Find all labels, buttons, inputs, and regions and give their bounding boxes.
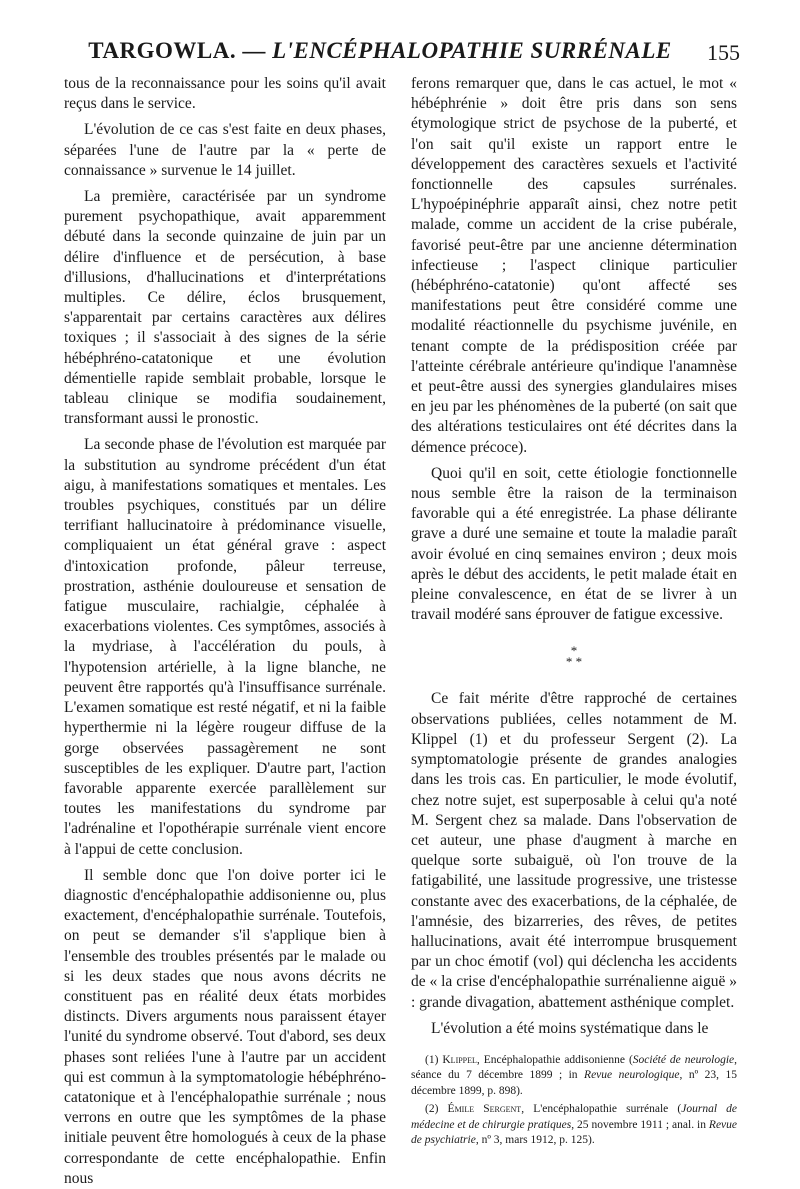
page-number: 155 <box>707 40 740 65</box>
paragraph: L'évolution de ce cas s'est faite en deux phases, séparées l'une de l'autre par la « perte de connaissance » survenue le 14 juillet. <box>64 121 386 179</box>
paragraph: Ce fait mérite d'être rapproché de certaines observations publiées, celles notamment de M. Klippel (1) et du professeur Sergent (2). La symptomatologie présente de grandes analogies dans les trois cas. En particulier, le mode évolutif, chez notre sujet, est superposable à celui qu'a noté M. Sergent chez sa malade. Dans l'observation de cet auteur, une phase d'augment à marche en quelque sorte subaiguë, où l'on trouve de la fatigabilité, une lassitude progressive, une tristesse constante avec des exacerbations, de la céphalée, de l'amnésie, des bizarreries, des rêves, de petites hallucinations, avait été interrompue brusquement par un choc émotif (vol) qui déclencha les accidents de « la crise d'encéphalopathie surrénalienne aiguë » : grande divagation, abattement asthénique complet. <box>411 690 737 1011</box>
running-title <box>60 38 700 64</box>
paragraph: L'évolution a été moins systématique dans le <box>431 1019 709 1037</box>
footnotes <box>411 1053 737 1149</box>
paragraph: La première, caractérisée par un syndrome purement psychopathique, avait apparemment débuté dans la seconde quinzaine de juin par un délire d'influence et de persécution, à base d'illusions, d'hallucinations et d'interprétations multiples. Ce délire, éclos brusquement, s'apparentait par certains caractères aux délires toxiques ; il s'associait à des signes de la série hébéphréno-catatonique et une évolution démentielle rapide semblait probable, lorsque le tableau clinique se modifia soudainement, transformant aussi le pronostic. <box>64 188 386 428</box>
paragraph: La seconde phase de l'évolution est marquée par la substitution au syndrome précédent d'un état aigu, à manifestations somatiques et mentales. Les troubles psychiques, constitués par un délire terrifiant hallucinatoire à prédominance visuelle, compliquaient un état général grave : aspect d'intoxication profonde, pâleur terreuse, prostration, asthénie douloureuse et sensation de fatigue musculaire, rachialgie, céphalée à exacerbations violentes. Ces symptômes, associés à la mydriase, à l'accélération du pouls, à l'hypotension artérielle, à la ligne blanche, ne peuvent être rapportés qu'à l'insuffisance surrénale. L'examen somatique est resté négatif, et ni la faible hyperthermie ni la légère rougeur diffuse de la gorge observées passagèrement ne sont susceptibles de les expliquer. D'autre part, l'action favorable apparente exercée parallèlement sur toutes les manifestations du syndrome par l'adrénaline et l'opothérapie surrénale vient encore à l'appui de cette conclusion. <box>64 436 386 858</box>
header-article-title: L'ENCÉPHALOPATHIE SURRÉNALE <box>272 38 672 63</box>
footnote-1: (1) Klippel, Encéphalopathie addisonienne (Société de neurologie, séance du 7 décembre 1899 ; in Revue neurologique, nº 23, 15 décembre 1899, p. 898). <box>411 1053 738 1097</box>
asterism-top: * <box>570 643 578 659</box>
footnote-2: (2) Émile Sergent, L'encéphalopathie surrénale (Journal de médecine et de chirurgie pratiques, 25 novembre 1911 ; anal. in Revue de psychiatrie, nº 3, mars 1912, p. 125). <box>411 1103 738 1147</box>
asterism-bottom: * * <box>565 654 583 670</box>
section-separator <box>411 643 737 670</box>
right-column <box>411 74 737 1152</box>
paragraph: Quoi qu'il en soit, cette étiologie fonctionnelle nous semble être la raison de la terminaison favorable qui a été enregistrée. La phase délirante grave a duré une semaine et toute la maladie paraît avoir évolué en cinq semaines environ ; deux mois après le début des accidents, le petit malade était en pleine convalescence, en état de se livrer à un travail modéré sans éprouver de fatigue excessive. <box>411 464 737 624</box>
paragraph: Il semble donc que l'on doive porter ici le diagnostic d'encéphalopathie addisonienne ou, plus exactement, d'encéphalopathie surrénale. Toutefois, on peut se demander s'il s'applique bien à l'ensemble des troubles présentés par le malade ou si les deux stades que nous avons décrits ne constituent pas en réalité deux états morbides distincts. Divers arguments nous paraissent étayer l'unité du syndrome observé. Tout d'abord, ses deux phases sont reliées l'une à l'autre par un accident qui est commun à la symptomatologie hébéphréno-catatonique et à l'encéphalopathie surrénale ; nous verrons en outre que les symptômes de la phase initiale peuvent être homologués à ceux de la phase correspondante de cette encéphalopathie. Enfin nous <box>64 866 386 1187</box>
header-author: TARGOWLA. <box>88 38 237 63</box>
paragraph: ferons remarquer que, dans le cas actuel, le mot « hébéphrénie » doit être pris dans son sens étymologique strict de psychose de la puberté, et l'on sait qu'il existe un rapport entre le développement des caractères sexuels et l'activité fonctionnelle des capsules surrénales. L'hypoépinéphrie apparaît ainsi, chez notre petit malade, comme un accident de la crise pubérale, favorisé peut-être par une ancienne détermination infectieuse ; l'aspect clinique particulier (hébéphréno-catatonie) qu'ont affecté ses manifestations peut être considéré comme une modalité réactionnelle du psychisme juvénile, en tenant compte de la prédisposition créée par l'atteinte cérébrale antérieure qu'indique l'anamnèse et peut-être aussi des synergies glandulaires mises en jeu par les phénomènes de la puberté (on sait que des altérations testiculaires ont été décrites dans la démence précoce). <box>411 75 737 456</box>
running-header <box>60 38 740 68</box>
paragraph: tous de la reconnaissance pour les soins qu'il avait reçus dans le service. <box>64 75 386 113</box>
header-dash: — <box>242 38 266 63</box>
left-column <box>64 74 386 1189</box>
